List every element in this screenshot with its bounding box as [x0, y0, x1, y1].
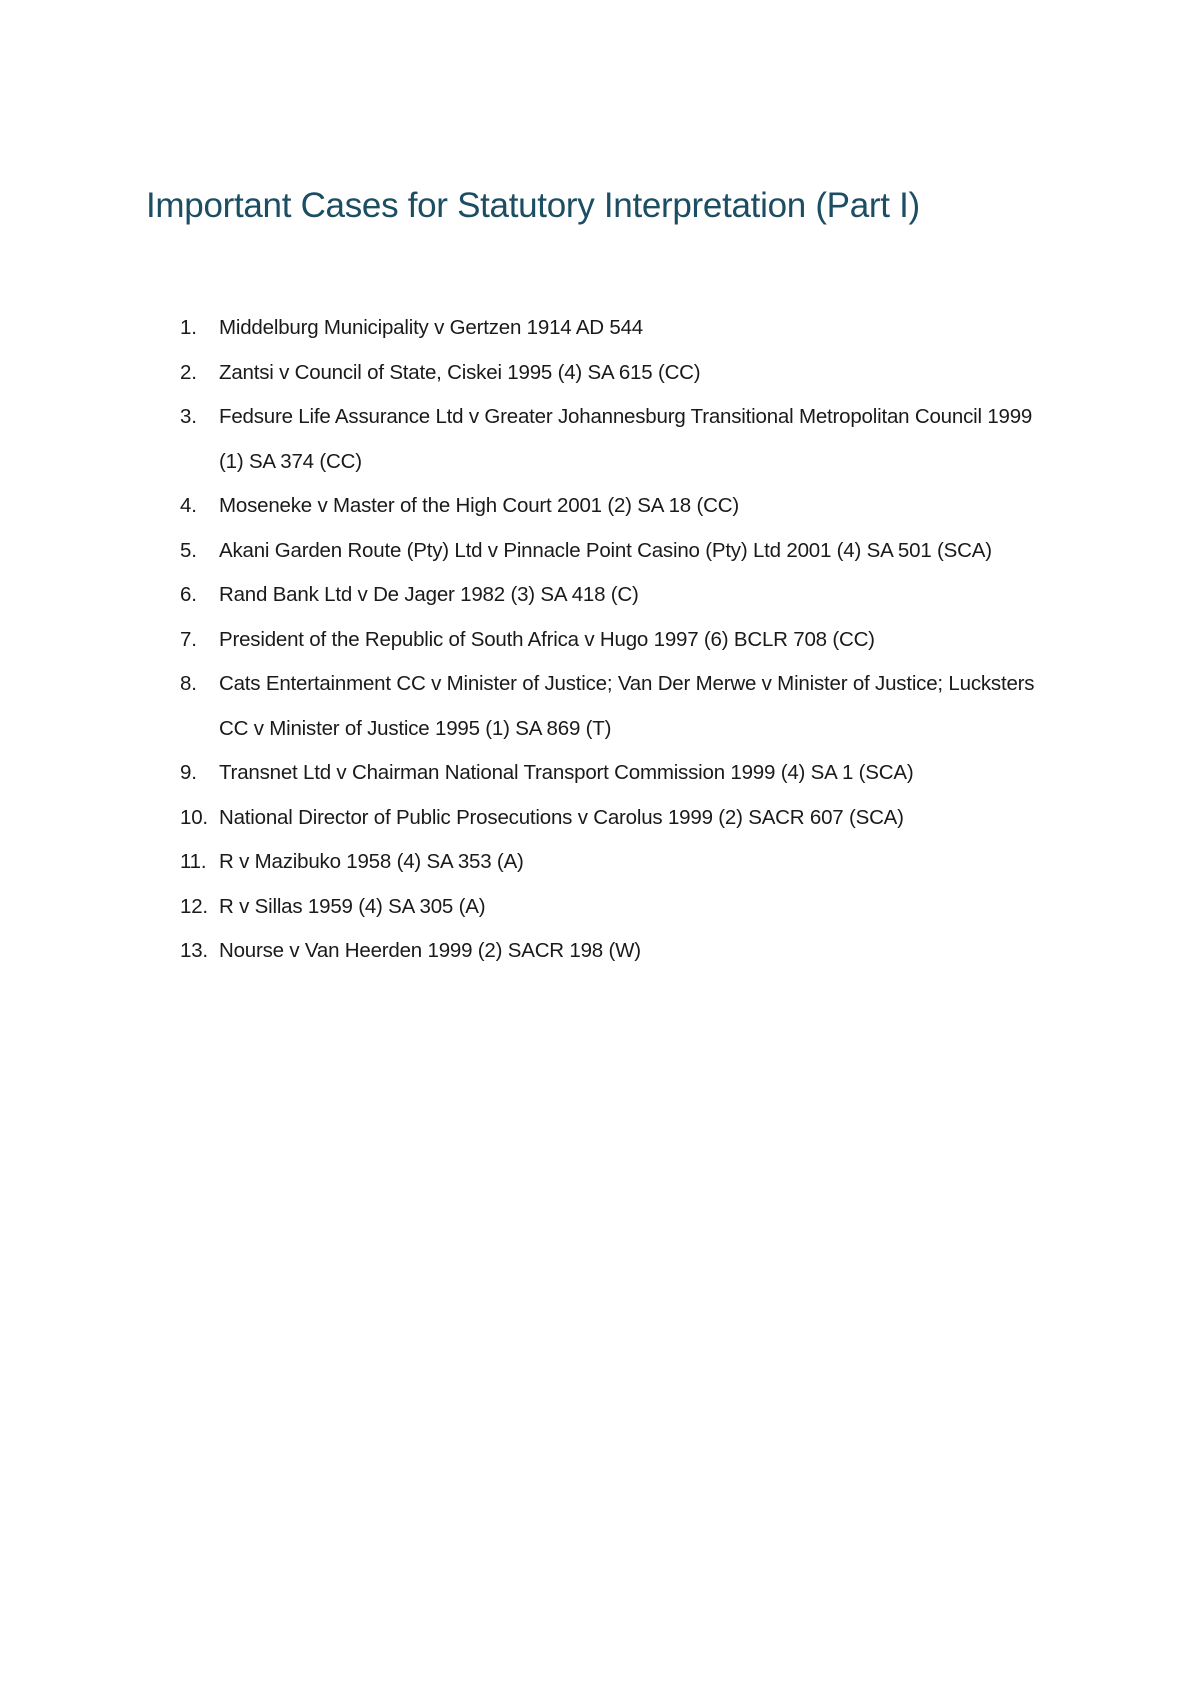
- list-item: [180, 573, 1060, 618]
- list-item-text: Nourse v Van Heerden 1999 (2) SACR 198 (W): [219, 939, 641, 962]
- list-item-number: 13.: [180, 939, 208, 962]
- list-item-number: 10.: [180, 805, 208, 829]
- list-item: [180, 929, 1060, 974]
- list-item-number: 12.: [180, 894, 208, 918]
- list-item-number: 7.: [180, 627, 197, 651]
- list-item-number: 4.: [180, 494, 197, 517]
- list-item-number: 3.: [180, 405, 197, 428]
- list-item-text: Transnet Ltd v Chairman National Transport Commission 1999 (4) SA 1 (SCA): [219, 761, 914, 784]
- list-item: [180, 306, 1060, 351]
- list-item-text: Fedsure Life Assurance Ltd v Greater Johannesburg Transitional Metropolitan Council 1999 (1) SA 374 (CC): [219, 405, 1033, 473]
- list-item-number: 5.: [180, 538, 197, 562]
- list-item-number: 8.: [180, 672, 197, 695]
- list-item: [180, 484, 1060, 529]
- list-item-number: 1.: [180, 316, 197, 339]
- list-item: [180, 395, 1060, 484]
- list-item-number: 11.: [180, 850, 207, 873]
- list-item: [180, 618, 1060, 663]
- list-item: [180, 885, 1060, 930]
- list-item: [180, 529, 1060, 574]
- list-item-text: Zantsi v Council of State, Ciskei 1995 (4) SA 615 (CC): [219, 360, 701, 384]
- list-item: [180, 840, 1060, 885]
- list-item-text: R v Sillas 1959 (4) SA 305 (A): [219, 894, 486, 918]
- list-item-text: Rand Bank Ltd v De Jager 1982 (3) SA 418 (C): [219, 583, 639, 606]
- list-item: [180, 796, 1060, 841]
- list-item-text: National Director of Public Prosecutions v Carolus 1999 (2) SACR 607 (SCA): [219, 805, 904, 829]
- list-item-number: 9.: [180, 761, 197, 784]
- list-item-number: 6.: [180, 583, 197, 606]
- list-item-text: Cats Entertainment CC v Minister of Justice; Van Der Merwe v Minister of Justice; Lucksters CC v Minister of Justice 1995 (1) SA 869 (T): [219, 672, 1035, 740]
- list-item-text: Middelburg Municipality v Gertzen 1914 AD 544: [219, 316, 644, 339]
- list-item: [180, 662, 1060, 751]
- list-item: [180, 351, 1060, 396]
- list-item: [180, 751, 1060, 796]
- list-item-text: Moseneke v Master of the High Court 2001 (2) SA 18 (CC): [219, 494, 739, 517]
- list-item-number: 2.: [180, 360, 197, 384]
- list-item-text: Akani Garden Route (Pty) Ltd v Pinnacle Point Casino (Pty) Ltd 2001 (4) SA 501 (SCA): [219, 538, 992, 562]
- case-list: [180, 306, 1060, 974]
- document-title: Important Cases for Statutory Interpretation (Part I): [146, 186, 920, 225]
- list-item-text: R v Mazibuko 1958 (4) SA 353 (A): [219, 850, 524, 873]
- list-item-text: President of the Republic of South Africa v Hugo 1997 (6) BCLR 708 (CC): [219, 627, 875, 651]
